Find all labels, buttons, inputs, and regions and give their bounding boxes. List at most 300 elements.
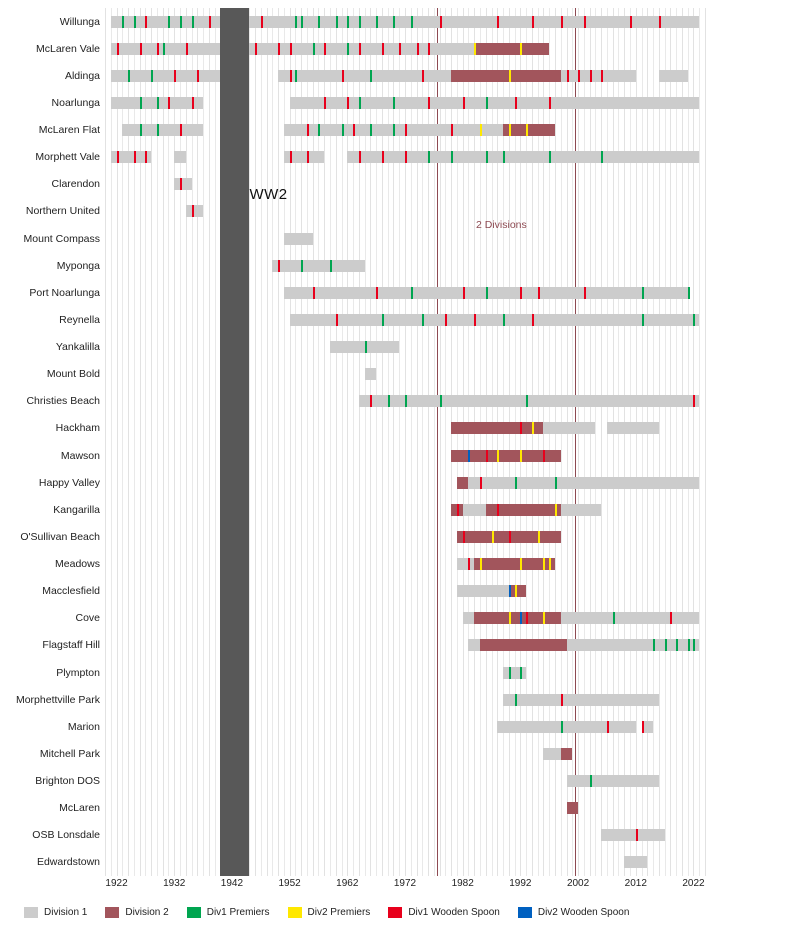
marker-div2-premier (497, 450, 499, 462)
marker-div2-premier (532, 422, 534, 434)
timeline-bar (105, 70, 705, 82)
gridline (451, 8, 452, 876)
gridline (122, 8, 123, 876)
marker-div1-wooden-spoon (382, 43, 384, 55)
gridline (682, 8, 683, 876)
gridline (290, 8, 291, 876)
gridline (353, 8, 354, 876)
marker-div1-wooden-spoon (197, 70, 199, 82)
gridline (468, 8, 469, 876)
gridline (526, 8, 527, 876)
marker-div1-premier (180, 16, 182, 28)
category-label: Macclesfield (42, 585, 100, 598)
timeline-bar (105, 504, 705, 516)
x-axis-tick-label: 1932 (163, 878, 186, 889)
x-axis (105, 876, 705, 898)
gridline (676, 8, 677, 876)
category-label: Kangarilla (53, 503, 100, 516)
marker-div1-wooden-spoon (145, 151, 147, 163)
category-label: McLaren (59, 802, 100, 815)
segment-division-1 (543, 422, 595, 434)
gridline (249, 8, 250, 876)
segment-division-2 (474, 43, 549, 55)
gridline (336, 8, 337, 876)
gridline (659, 8, 660, 876)
category-label: Marion (67, 720, 100, 733)
segment-division-1 (278, 70, 451, 82)
marker-div1-premier (411, 16, 413, 28)
marker-div1-premier (451, 151, 453, 163)
category-label: Morphettville Park (15, 693, 100, 706)
segment-division-1 (567, 775, 659, 787)
marker-div1-wooden-spoon (405, 151, 407, 163)
gridline (128, 8, 129, 876)
marker-div1-premier (140, 97, 142, 109)
gridline (186, 8, 187, 876)
segment-division-1 (122, 124, 203, 136)
marker-div1-premier (163, 43, 165, 55)
marker-div1-wooden-spoon (157, 43, 159, 55)
marker-div1-wooden-spoon (278, 43, 280, 55)
marker-div1-wooden-spoon (526, 612, 528, 624)
marker-div1-wooden-spoon (347, 97, 349, 109)
marker-div1-wooden-spoon (192, 205, 194, 217)
segment-division-2 (451, 422, 543, 434)
marker-div1-wooden-spoon (168, 97, 170, 109)
marker-div2-wooden-spoon (520, 612, 522, 624)
marker-div1-wooden-spoon (359, 43, 361, 55)
gridline (105, 8, 106, 876)
marker-div1-premier (318, 124, 320, 136)
marker-div1-wooden-spoon (601, 70, 603, 82)
gridline (590, 8, 591, 876)
marker-div1-wooden-spoon (543, 450, 545, 462)
gridline (561, 8, 562, 876)
segment-division-2 (451, 70, 561, 82)
marker-div1-wooden-spoon (642, 721, 644, 733)
marker-div1-premier (422, 314, 424, 326)
gridline (203, 8, 204, 876)
marker-div1-premier (676, 639, 678, 651)
marker-div1-wooden-spoon (359, 151, 361, 163)
timeline-bar (105, 43, 705, 55)
timeline-bar (105, 260, 705, 272)
x-axis-tick-label: 1992 (509, 878, 532, 889)
gridline (261, 8, 262, 876)
segment-division-2 (457, 477, 469, 489)
marker-div1-premier (295, 16, 297, 28)
segment-division-2 (468, 531, 560, 543)
gridline (584, 8, 585, 876)
x-axis-tick-label: 1972 (393, 878, 417, 889)
segment-division-1 (290, 314, 700, 326)
gridline (601, 8, 602, 876)
gridline (480, 8, 481, 876)
gridline (284, 8, 285, 876)
marker-div1-premier (151, 70, 153, 82)
gridline (572, 8, 573, 876)
marker-div1-wooden-spoon (417, 43, 419, 55)
timeline-bar (105, 829, 705, 841)
category-label: Brighton DOS (35, 775, 100, 788)
timeline-bar (105, 450, 705, 462)
marker-div1-wooden-spoon (497, 16, 499, 28)
two-divisions-annotation: 2 Divisions (476, 219, 527, 232)
category-label: Yankalilla (55, 341, 100, 354)
category-label: Plympton (56, 666, 100, 679)
marker-div1-premier (301, 16, 303, 28)
legend-label: Div1 Wooden Spoon (408, 906, 500, 918)
timeline-bar (105, 178, 705, 190)
gridline (151, 8, 152, 876)
gridline (192, 8, 193, 876)
marker-div1-premier (157, 124, 159, 136)
segment-division-1 (457, 558, 474, 570)
marker-div1-premier (393, 97, 395, 109)
timeline-bar (105, 748, 705, 760)
gridline (318, 8, 319, 876)
segment-division-2 (474, 612, 561, 624)
category-label: Mount Compass (23, 232, 100, 245)
legend-label: Division 2 (125, 906, 169, 918)
segment-division-1 (561, 612, 699, 624)
category-label: Mawson (60, 449, 100, 462)
marker-div1-premier (393, 124, 395, 136)
x-axis-tick-label: 2012 (624, 878, 647, 889)
gridline (111, 8, 112, 876)
timeline-bar (105, 558, 705, 570)
segment-division-1 (503, 667, 526, 679)
category-label: Myponga (56, 259, 100, 272)
marker-div2-wooden-spoon (509, 585, 511, 597)
category-label: Mount Bold (46, 368, 100, 381)
marker-div1-premier (509, 667, 511, 679)
marker-div2-premier (549, 558, 551, 570)
marker-div1-wooden-spoon (290, 43, 292, 55)
marker-div2-premier (538, 531, 540, 543)
marker-div1-premier (140, 124, 142, 136)
timeline-bar (105, 694, 705, 706)
category-label: Noarlunga (51, 96, 100, 109)
gridline (382, 8, 383, 876)
marker-div1-premier (665, 639, 667, 651)
gridline (693, 8, 694, 876)
marker-div1-wooden-spoon (209, 16, 211, 28)
gridline (347, 8, 348, 876)
marker-div2-premier (555, 504, 557, 516)
segment-division-1 (451, 43, 474, 55)
gridline (330, 8, 331, 876)
segment-division-1 (497, 721, 635, 733)
segment-division-1 (457, 585, 509, 597)
marker-div1-premier (365, 341, 367, 353)
marker-div1-wooden-spoon (463, 531, 465, 543)
marker-div1-wooden-spoon (451, 124, 453, 136)
marker-div1-premier (301, 260, 303, 272)
gridline (653, 8, 654, 876)
marker-div1-wooden-spoon (428, 43, 430, 55)
marker-div1-premier (688, 639, 690, 651)
timeline-bar (105, 775, 705, 787)
marker-div1-wooden-spoon (399, 43, 401, 55)
gridline (215, 8, 216, 876)
marker-div1-wooden-spoon (278, 260, 280, 272)
gridline (255, 8, 256, 876)
gridline (538, 8, 539, 876)
gridline (324, 8, 325, 876)
segment-division-1 (601, 829, 664, 841)
legend-item (187, 907, 270, 918)
marker-div1-premier (642, 287, 644, 299)
timeline-bar (105, 856, 705, 868)
legend-label: Div2 Premiers (307, 906, 371, 918)
marker-div1-premier (393, 16, 395, 28)
gridline (197, 8, 198, 876)
marker-div1-premier (486, 97, 488, 109)
marker-div1-wooden-spoon (324, 97, 326, 109)
segment-division-1 (174, 151, 186, 163)
marker-div1-premier (359, 16, 361, 28)
gridline (445, 8, 446, 876)
legend-swatch (24, 907, 38, 918)
marker-div1-premier (688, 287, 690, 299)
category-label: Clarendon (51, 178, 100, 191)
marker-div1-premier (486, 287, 488, 299)
marker-div1-wooden-spoon (140, 43, 142, 55)
gridline (624, 8, 625, 876)
timeline-bar (105, 612, 705, 624)
category-label: Happy Valley (38, 476, 100, 489)
legend-item (518, 907, 630, 918)
gridline (145, 8, 146, 876)
gridline (174, 8, 175, 876)
gridline (670, 8, 671, 876)
timeline-bar (105, 16, 705, 28)
timeline-bar (105, 341, 705, 353)
marker-div2-premier (520, 43, 522, 55)
marker-div1-wooden-spoon (117, 43, 119, 55)
marker-div1-wooden-spoon (192, 97, 194, 109)
marker-div1-wooden-spoon (630, 16, 632, 28)
marker-div1-premier (330, 260, 332, 272)
category-label: Aldinga (64, 69, 100, 82)
ww2-band (220, 8, 249, 876)
category-label: Northern United (25, 205, 100, 218)
x-axis-tick-label: 1962 (336, 878, 359, 889)
marker-div1-wooden-spoon (307, 124, 309, 136)
marker-div1-wooden-spoon (636, 829, 638, 841)
legend-item (288, 907, 371, 918)
marker-div1-wooden-spoon (532, 314, 534, 326)
segment-division-1 (561, 504, 601, 516)
marker-div1-premier (411, 287, 413, 299)
gridline (463, 8, 464, 876)
x-axis-tick-label: 1942 (220, 878, 244, 889)
gridline (440, 8, 441, 876)
gridline (428, 8, 429, 876)
segment-division-1 (186, 205, 203, 217)
marker-div2-premier (474, 43, 476, 55)
marker-div1-wooden-spoon (376, 287, 378, 299)
segment-division-1 (607, 422, 659, 434)
category-label: McLaren Vale (35, 42, 100, 55)
category-label: Port Noarlunga (29, 286, 100, 299)
marker-div1-premier (549, 151, 551, 163)
segment-division-1 (468, 477, 699, 489)
marker-div1-premier (601, 151, 603, 163)
gridline (399, 8, 400, 876)
gridline (168, 8, 169, 876)
category-label: Flagstaff Hill (42, 639, 100, 652)
marker-div1-premier (359, 97, 361, 109)
segment-division-2 (503, 124, 555, 136)
marker-div1-wooden-spoon (422, 70, 424, 82)
marker-div2-premier (515, 585, 517, 597)
gridline (307, 8, 308, 876)
gridline (411, 8, 412, 876)
marker-div1-premier (515, 694, 517, 706)
segment-division-1 (567, 639, 700, 651)
marker-div1-wooden-spoon (145, 16, 147, 28)
timeline-bar (105, 314, 705, 326)
timeline-bar (105, 205, 705, 217)
segment-division-1 (659, 70, 688, 82)
segment-division-1 (468, 639, 480, 651)
legend-label: Div1 Premiers (206, 906, 270, 918)
legend-label: Division 1 (44, 906, 88, 918)
timeline-bar (105, 802, 705, 814)
marker-div1-premier (520, 667, 522, 679)
marker-div1-premier (370, 124, 372, 136)
marker-div1-wooden-spoon (457, 504, 459, 516)
gridline (209, 8, 210, 876)
marker-div1-wooden-spoon (290, 70, 292, 82)
legend-swatch (105, 907, 119, 918)
category-label: Meadows (55, 558, 100, 571)
gridline (607, 8, 608, 876)
timeline-bar (105, 287, 705, 299)
legend-swatch (518, 907, 532, 918)
marker-div2-premier (509, 70, 511, 82)
legend-item (24, 907, 87, 918)
marker-div1-wooden-spoon (324, 43, 326, 55)
gridline (555, 8, 556, 876)
marker-div1-wooden-spoon (180, 178, 182, 190)
gridline (140, 8, 141, 876)
gridline (543, 8, 544, 876)
gridline (434, 8, 435, 876)
timeline-bar (105, 477, 705, 489)
division-split-line (437, 8, 438, 876)
gridline (618, 8, 619, 876)
segment-division-1 (503, 694, 659, 706)
gridline (422, 8, 423, 876)
marker-div1-premier (503, 314, 505, 326)
marker-div1-wooden-spoon (261, 16, 263, 28)
segment-division-1 (365, 368, 377, 380)
marker-div1-premier (613, 612, 615, 624)
x-axis-tick-label: 2022 (682, 878, 705, 889)
gridline (515, 8, 516, 876)
marker-div2-premier (520, 450, 522, 462)
marker-div1-wooden-spoon (578, 70, 580, 82)
marker-div1-premier (653, 639, 655, 651)
marker-div1-wooden-spoon (468, 558, 470, 570)
marker-div1-wooden-spoon (659, 16, 661, 28)
marker-div1-wooden-spoon (670, 612, 672, 624)
marker-div1-wooden-spoon (463, 97, 465, 109)
category-label: Reynella (59, 313, 100, 326)
category-label: Morphett Vale (35, 151, 100, 164)
marker-div1-premier (388, 395, 390, 407)
gridline (595, 8, 596, 876)
gridline (578, 8, 579, 876)
marker-div1-premier (122, 16, 124, 28)
gridline (180, 8, 181, 876)
marker-div1-premier (128, 70, 130, 82)
gridline (636, 8, 637, 876)
segment-division-1 (457, 97, 699, 109)
gridline (157, 8, 158, 876)
gridline (393, 8, 394, 876)
marker-div1-premier (313, 43, 315, 55)
segment-division-1 (284, 124, 463, 136)
timeline-bar (105, 151, 705, 163)
gridline (474, 8, 475, 876)
category-label: Christies Beach (26, 395, 100, 408)
marker-div1-wooden-spoon (382, 151, 384, 163)
timeline-bar (105, 667, 705, 679)
marker-div1-wooden-spoon (342, 70, 344, 82)
marker-div2-premier (492, 531, 494, 543)
marker-div1-wooden-spoon (174, 70, 176, 82)
gridline (365, 8, 366, 876)
gridline (665, 8, 666, 876)
marker-div1-wooden-spoon (480, 477, 482, 489)
x-axis-tick-label: 1982 (451, 878, 474, 889)
marker-div1-premier (642, 314, 644, 326)
marker-div1-wooden-spoon (567, 70, 569, 82)
marker-div1-premier (347, 16, 349, 28)
marker-div1-wooden-spoon (428, 97, 430, 109)
marker-div1-premier (168, 16, 170, 28)
marker-div1-premier (526, 395, 528, 407)
marker-div1-wooden-spoon (255, 43, 257, 55)
gridline (342, 8, 343, 876)
marker-div1-premier (295, 70, 297, 82)
gridline (630, 8, 631, 876)
marker-div1-premier (318, 16, 320, 28)
marker-div1-wooden-spoon (590, 70, 592, 82)
marker-div1-premier (192, 16, 194, 28)
marker-div1-wooden-spoon (474, 314, 476, 326)
marker-div2-wooden-spoon (468, 450, 470, 462)
gridline (370, 8, 371, 876)
gridline (699, 8, 700, 876)
marker-div2-premier (480, 124, 482, 136)
segment-division-1 (463, 612, 475, 624)
marker-div1-premier (693, 314, 695, 326)
gridline (520, 8, 521, 876)
marker-div1-wooden-spoon (561, 694, 563, 706)
marker-div1-wooden-spoon (186, 43, 188, 55)
gridline (417, 8, 418, 876)
marker-div1-premier (693, 639, 695, 651)
marker-div1-premier (405, 395, 407, 407)
timeline-bar (105, 368, 705, 380)
marker-div1-premier (503, 151, 505, 163)
marker-div1-wooden-spoon (532, 16, 534, 28)
